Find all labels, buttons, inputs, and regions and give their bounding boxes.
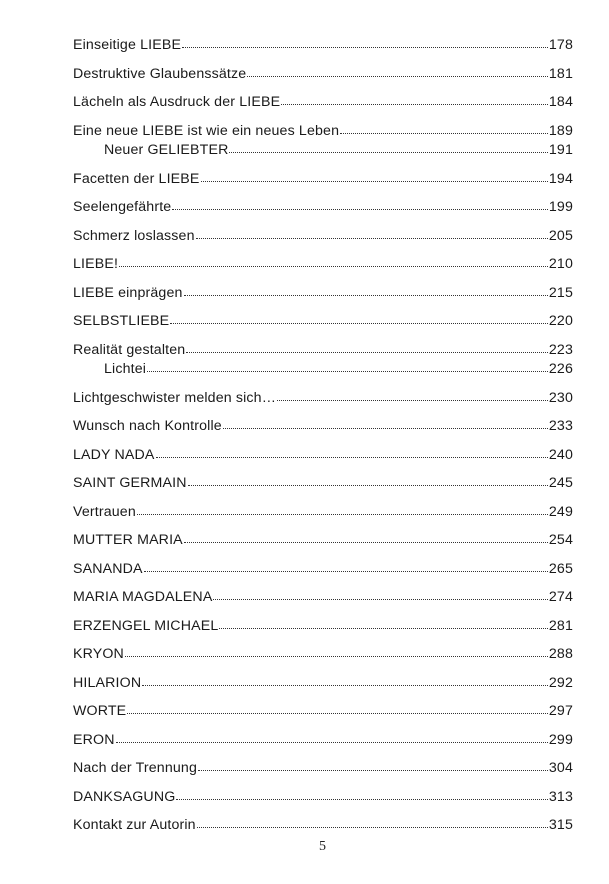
toc-entry-title: Schmerz loslassen [73,228,195,244]
toc-entry-title: LIEBE einprägen [73,285,183,301]
toc-entry [73,817,573,837]
toc-dot-leader [201,180,548,182]
toc-dot-leader [229,151,547,153]
toc-dot-leader [196,237,548,239]
toc-entry-page-number: 178 [548,37,573,53]
toc-entry [73,123,573,143]
toc-entry-page-number: 315 [548,817,573,833]
toc-entry-page-number: 265 [548,561,573,577]
toc-entry [73,732,573,752]
toc-entry-title: ERZENGEL MICHAEL [73,618,219,634]
toc-entry [73,561,573,581]
toc-entry-page-number: 191 [548,142,573,158]
toc-entry [104,142,573,162]
toc-dot-leader [144,570,548,572]
toc-dot-leader [188,484,548,486]
toc-entry-page-number: 215 [548,285,573,301]
toc-entry [73,646,573,666]
toc-entry-page-number: 205 [548,228,573,244]
toc-entry [73,475,573,495]
toc-entry [73,285,573,305]
toc-entry-title: Seelengefährte [73,199,172,215]
toc-entry [73,256,573,276]
toc-entry-title: Neuer GELIEBTER [104,142,229,158]
toc-dot-leader [172,208,548,210]
toc-entry [73,342,573,362]
toc-entry-title: MUTTER MARIA [73,532,183,548]
toc-entry-title: LIEBE! [73,256,119,272]
toc-entry-title: Facetten der LIEBE [73,171,200,187]
toc-dot-leader [116,741,548,743]
toc-dot-leader [142,684,548,686]
toc-entry [73,418,573,438]
toc-dot-leader [340,132,548,134]
toc-entry [73,532,573,552]
toc-dot-leader [197,826,548,828]
toc-dot-leader [281,103,548,105]
toc-entry-page-number: 249 [548,504,573,520]
toc-entry-title: Eine neue LIEBE ist wie ein neues Leben [73,123,340,139]
toc-entry-page-number: 199 [548,199,573,215]
toc-entry-title: WORTE [73,703,127,719]
toc-dot-leader [184,294,548,296]
toc-entry-page-number: 297 [548,703,573,719]
toc-dot-leader [119,265,548,267]
toc-entry-title: SAINT GERMAIN [73,475,187,491]
toc-entry [73,703,573,723]
toc-entry-page-number: 274 [548,589,573,605]
toc-entry [73,760,573,780]
toc-entry-title: Einseitige LIEBE [73,37,182,53]
toc-entry-title: MARIA MAGDALENA [73,589,213,605]
toc-entry-title: Lächeln als Ausdruck der LIEBE [73,94,281,110]
toc-entry-title: Lichtgeschwister melden sich… [73,390,277,406]
toc-dot-leader [184,541,548,543]
toc-entry [73,504,573,524]
toc-dot-leader [156,456,548,458]
toc-dot-leader [198,769,548,771]
toc-entry-title: ERON [73,732,115,748]
toc-entry-page-number: 223 [548,342,573,358]
toc-dot-leader [125,655,548,657]
toc-entry-title: SANANDA [73,561,143,577]
toc-entry [73,94,573,114]
toc-dot-leader [213,598,547,600]
toc-entry-page-number: 288 [548,646,573,662]
toc-dot-leader [170,322,548,324]
toc-entry [73,313,573,333]
toc-dot-leader [182,46,548,48]
toc-entry-page-number: 226 [548,361,573,377]
toc-entry-page-number: 220 [548,313,573,329]
toc-entry-page-number: 181 [548,66,573,82]
toc-entry [73,390,573,410]
toc-entry [73,37,573,57]
toc-entry [73,199,573,219]
toc-dot-leader [219,627,548,629]
toc-dot-leader [137,513,548,515]
toc-entry [73,789,573,809]
toc-dot-leader [176,798,547,800]
toc-entry-title: DANKSAGUNG [73,789,176,805]
toc-entry-page-number: 292 [548,675,573,691]
toc-dot-leader [223,427,548,429]
toc-entry-title: Nach der Trennung [73,760,198,776]
toc-entry [73,228,573,248]
toc-entry [104,361,573,381]
toc-dot-leader [277,399,548,401]
toc-entry-title: Vertrauen [73,504,136,520]
toc-entry-page-number: 240 [548,447,573,463]
toc-entry [73,618,573,638]
toc-entry-page-number: 254 [548,532,573,548]
toc-dot-leader [247,75,548,77]
toc-entry-page-number: 299 [548,732,573,748]
toc-entry-page-number: 194 [548,171,573,187]
toc-dot-leader [127,712,548,714]
toc-entry [73,447,573,467]
toc-entry [73,66,573,86]
toc-entry-title: Lichtei [104,361,147,377]
toc-entry-page-number: 281 [548,618,573,634]
toc-entry-title: SELBSTLIEBE [73,313,170,329]
toc-entry-page-number: 233 [548,418,573,434]
toc-entry-page-number: 210 [548,256,573,272]
toc-dot-leader [186,351,548,353]
toc-entry-page-number: 304 [548,760,573,776]
toc-entry-page-number: 245 [548,475,573,491]
toc-entry-title: Destruktive Glaubenssätze [73,66,247,82]
toc-dot-leader [147,370,548,372]
toc-entry-title: Kontakt zur Autorin [73,817,196,833]
toc-entry-title: Realität gestalten [73,342,186,358]
toc-entry-title: Wunsch nach Kontrolle [73,418,222,434]
toc-entry-title: HILARION [73,675,142,691]
toc-entry [73,589,573,609]
toc-entry-page-number: 230 [548,390,573,406]
toc-entry-page-number: 189 [548,123,573,139]
page-number: 5 [319,839,326,854]
toc-entry-page-number: 313 [548,789,573,805]
toc-entry-title: LADY NADA [73,447,155,463]
toc-entry [73,171,573,191]
toc-entry [73,675,573,695]
toc-entry-page-number: 184 [548,94,573,110]
toc-entry-title: KRYON [73,646,124,662]
